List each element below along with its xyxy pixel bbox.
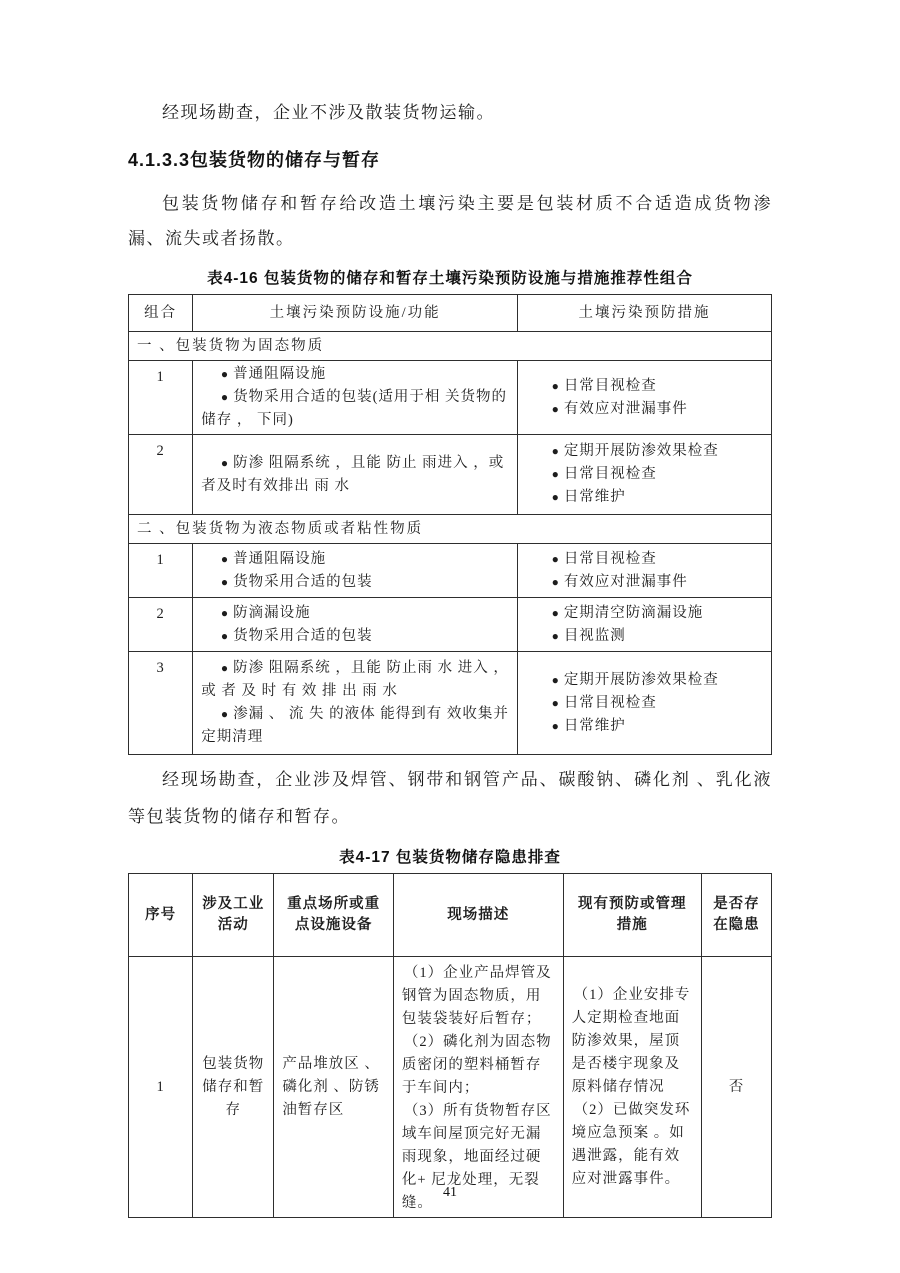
table-row	[129, 544, 772, 598]
table-row	[129, 957, 772, 1218]
measures-cell	[518, 652, 772, 755]
combination-id: 2	[129, 598, 193, 652]
facility-item: ● 渗漏 、 流 失 的液体 能得到有 效收集并定期清理	[201, 703, 509, 749]
description-item: （3）所有货物暂存区域车间屋顶完好无漏雨现象，地面经过硬化+ 尼龙处理，无裂缝。	[401, 1103, 552, 1211]
measure-item: ● 定期开展防渗效果检查	[532, 440, 763, 463]
measure-item: ● 目视监测	[532, 625, 763, 648]
measure-item: ● 有效应对泄漏事件	[532, 571, 763, 594]
table-row	[129, 598, 772, 652]
facility-item: ● 货物采用合适的包装	[201, 625, 509, 648]
combination-id: 1	[129, 361, 193, 435]
measure-item: ● 日常维护	[532, 486, 763, 509]
table-row	[129, 361, 772, 435]
hidden-danger-cell: 否	[701, 957, 771, 1218]
measure-item: ● 定期开展防渗效果检查	[532, 669, 763, 692]
row-no: 1	[129, 957, 193, 1218]
measures-cell	[518, 361, 772, 435]
facilities-cell	[193, 652, 518, 755]
facility-item: ● 普通阻隔设施	[201, 548, 509, 571]
section-title-solid: 一 、包装货物为固态物质	[129, 332, 772, 361]
combination-id: 1	[129, 544, 193, 598]
table-4-16	[128, 294, 772, 755]
table-4-17-caption: 表4-17 包装货物储存隐患排查	[339, 849, 561, 866]
paragraph-bulk-transport: 经现场勘查，企业不涉及散装货物运输。	[162, 103, 495, 122]
header-hidden-danger: 是否存在隐患	[701, 874, 771, 957]
paragraph-site-survey: 经现场勘查，企业涉及焊管、钢带和钢管产品、碳酸钠、磷化剂 、乳化液等包装货物的储存和暂存。	[128, 770, 772, 826]
table-4-17-header-row	[129, 874, 772, 957]
facility-item: ● 防渗 阻隔系统 ，且能 防止 雨进入 ，或者及时有效排出 雨 水	[201, 452, 509, 498]
measure-item: ● 日常目视检查	[532, 375, 763, 398]
prevention-cell	[563, 957, 701, 1218]
page-number: 41	[443, 1185, 457, 1200]
measure-item: ● 定期清空防滴漏设施	[532, 602, 763, 625]
facilities-cell	[193, 361, 518, 435]
measure-item: ● 有效应对泄漏事件	[532, 398, 763, 421]
facility-item: ● 防渗 阻隔系统 ，且能 防止雨 水 进入 ， 或 者 及 时 有 效 排 出 雨 水	[201, 657, 509, 703]
measures-cell	[518, 598, 772, 652]
facility-item: ● 货物采用合适的包装	[201, 571, 509, 594]
measure-item: ● 日常目视检查	[532, 548, 763, 571]
facility-item: ● 防滴漏设施	[201, 602, 509, 625]
facility-item: ● 货物采用合适的包装(适用于相 关货物的储存 ， 下同)	[201, 386, 509, 432]
facility-item: ● 普通阻隔设施	[201, 363, 509, 386]
prevention-item: （1）企业安排专人定期检查地面防渗效果，屋顶是否楼宇现象及原料储存情况	[571, 986, 691, 1095]
facilities-cell	[193, 598, 518, 652]
measure-item: ● 日常维护	[532, 715, 763, 738]
section-row-liquid-goods	[129, 515, 772, 544]
measure-item: ● 日常目视检查	[532, 463, 763, 486]
header-prevention-measures: 土壤污染预防措施	[518, 295, 772, 332]
facilities-cell	[193, 435, 518, 515]
header-key-sites: 重点场所或重点设施设备	[274, 874, 394, 957]
table-row	[129, 435, 772, 515]
table-4-17	[128, 873, 772, 1218]
measures-cell	[518, 544, 772, 598]
table-row	[129, 652, 772, 755]
facilities-cell	[193, 544, 518, 598]
measures-cell	[518, 435, 772, 515]
header-facility-function: 土壤污染预防设施/功能	[193, 295, 518, 332]
combination-id: 3	[129, 652, 193, 755]
sites-cell: 产品堆放区 、磷化剂 、防锈油暂存区	[274, 957, 394, 1218]
description-item: （1）企业产品焊管及钢管为固态物质，用包装袋装好后暂存；	[401, 965, 552, 1027]
section-row-solid-goods	[129, 332, 772, 361]
measure-item: ● 日常目视检查	[532, 692, 763, 715]
header-prevention-management: 现有预防或管理措施	[563, 874, 701, 957]
header-combination: 组合	[129, 295, 193, 332]
table-4-16-header-row	[129, 295, 772, 332]
header-no: 序号	[129, 874, 193, 957]
section-heading-4133: 4.1.3.3包装货物的储存与暂存	[128, 150, 381, 170]
section-title-liquid: 二 、包装货物为液态物质或者粘性物质	[129, 515, 772, 544]
prevention-item: （2）已做突发环境应急预案 。如遇泄露，能有效应对泄露事件。	[571, 1101, 691, 1187]
header-site-description: 现场描述	[393, 874, 563, 957]
activity-cell: 包装货物储存和暂存	[193, 957, 274, 1218]
description-item: （2）磷化剂为固态物质密闭的塑料桶暂存于车间内；	[401, 1034, 552, 1096]
combination-id: 2	[129, 435, 193, 515]
description-cell	[393, 957, 563, 1218]
table-4-16-caption: 表4-16 包装货物的储存和暂存土壤污染预防设施与措施推荐性组合	[207, 270, 693, 287]
paragraph-packaging-risk: 包装货物储存和暂存给改造土壤污染主要是包装材质不合适造成货物渗漏、流失或者扬散。	[128, 194, 772, 248]
header-industrial-activity: 涉及工业活动	[193, 874, 274, 957]
